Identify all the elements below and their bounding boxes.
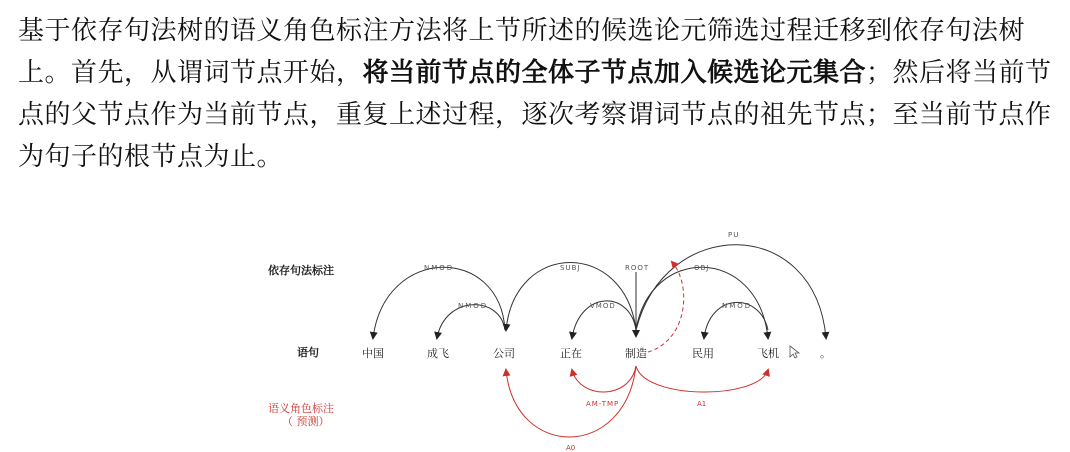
srl-label-am-tmp: AM-TMP: [586, 400, 620, 408]
srl-arc-a1: [636, 366, 768, 392]
cursor-icon: [790, 346, 799, 358]
paragraph-text-2: ；然后将当前节点的父节点作为当前节点，重复上述过程，逐次考察谓词节点的祖先节点；至当前节点作为句子的根节点为止。: [18, 58, 1052, 172]
arc-red-dashed: [648, 262, 684, 352]
dep-label-pu: PU: [728, 231, 740, 239]
word-5: 民用: [692, 347, 714, 360]
word-2: 公司: [493, 347, 515, 360]
dep-label-nmod-3: NMOD: [722, 302, 753, 310]
word-3: 正在: [560, 347, 582, 360]
dep-label-nmod-1: NMOD: [424, 264, 455, 272]
arc-pu-zhizao-period: [636, 245, 826, 338]
word-4: 制造: [625, 347, 647, 360]
srl-label-a1: A1: [697, 400, 707, 408]
row-label-srl-sub: （ 预测）: [282, 415, 330, 428]
srl-label-a0: A0: [566, 444, 576, 452]
word-7: 。: [820, 347, 831, 360]
dep-label-vmod: VMOD: [590, 302, 616, 310]
arc-subj-zhizao-gongsi: [506, 263, 636, 331]
paragraph-bold-text: 将当前节点的全体子节点加入候选论元集合: [362, 58, 867, 88]
dep-label-obj: OBJ: [694, 264, 710, 272]
word-6: 飞机: [757, 347, 779, 360]
dep-label-nmod-2: NMOD: [458, 302, 489, 310]
word-0: 中国: [362, 347, 384, 360]
word-1: 成飞: [427, 347, 449, 360]
row-label-srl: 语义角色标注: [268, 402, 334, 415]
row-label-sentence: 语句: [297, 346, 319, 359]
paragraph-text-1: 基于依存句法树的语义角色标注方法将上节所述的候选论元筛选过程迁移到依存句法树上。首先，从谓词节点开始，: [18, 16, 1026, 88]
srl-arc-am-tmp: [572, 366, 636, 392]
row-label-dependency: 依存句法标注: [268, 264, 334, 277]
dep-label-root: ROOT: [625, 264, 650, 272]
dep-label-subj: SUBJ: [560, 264, 581, 272]
